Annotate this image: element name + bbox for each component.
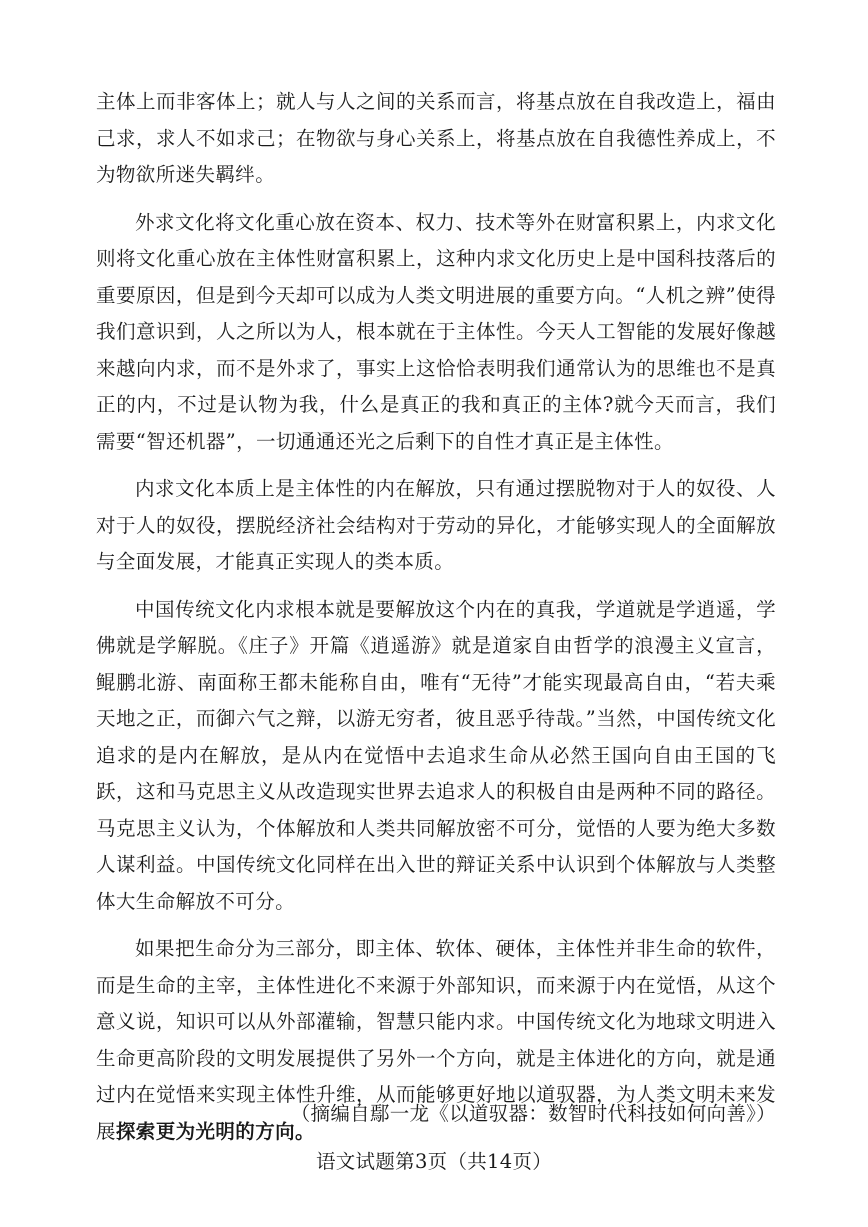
paragraph-1 [96,84,776,194]
article-body [96,84,776,1161]
paragraph-4-text: 中国传统文化内求根本就是要解放这个内在的真我，学道就是学逍遥，学佛就是学解脱。《庄子》开篇《逍遥游》就是道家自由哲学的浪漫主义宣言，鲲鹏北游、南面称王都未能称自由，唯有“无待”才能实现最高自由，“若夫乘天地之正，而御六气之辩，以游无穷者，彼且恶乎待哉。”当然，中国传统文化追求的是内在解放，是从内在觉悟中去追求生命从必然王国向自由王国的飞跃，这和马克思主义从改造现实世界去追求人的积极自由是两种不同的路径。马克思主义认为，个体解放和人类共同解放密不可分，觉悟的人要为绝大多数人谋利益。中国传统文化同样在出入世的辩证关系中认识到个体解放与人类整体大生命解放不可分。 [96,597,776,913]
paragraph-3 [96,471,776,581]
paragraph-2 [96,205,776,461]
paragraph-5-bold-text: 探索更为光明的方向。 [115,1119,315,1143]
paragraph-5-text: 如果把生命分为三部分，即主体、软体、硬体，主体性并非生命的软件，而是生命的主宰，主体性进化不来源于外部知识，而来源于内在觉悟，从这个意义说，知识可以从外部灌输，智慧只能内求。中国传统文化为地球文明进入生命更高阶段的文明发展提供了另外一个方向，就是主体进化的方向，就是通过内在觉悟来实现主体性升维，从而能够更好地以道驭器，为人类文明未来发展 [96,937,776,1143]
page-footer: 语文试题第3页（共14页） [315,1150,553,1173]
paragraph-4 [96,592,776,921]
paragraph-3-text: 内求文化本质上是主体性的内在解放，只有通过摆脱物对于人的奴役、人对于人的奴役，摆脱经济社会结构对于劳动的异化，才能够实现人的全面解放与全面发展，才能真正实现人的类本质。 [96,477,776,573]
paragraph-1-text: 主体上而非客体上；就人与人之间的关系而言，将基点放在自我改造上，福由己求，求人不如求己；在物欲与身心关系上，将基点放在自我德性养成上，不为物欲所迷失羁绊。 [96,90,776,186]
source-citation: （摘编自鄢一龙《以道驭器：数智时代科技如何向善》） [290,1102,776,1125]
paragraph-2-text: 外求文化将文化重心放在资本、权力、技术等外在财富积累上，内求文化则将文化重心放在主体性财富积累上，这种内求文化历史上是中国科技落后的重要原因，但是到今天却可以成为人类文明进展的重要方向。“人机之辨”使得我们意识到，人之所以为人，根本就在于主体性。今天人工智能的发展好像越来越向内求，而不是外求了，事实上这恰恰表明我们通常认为的思维也不是真正的内，不过是认物为我，什么是真正的我和真正的主体?就今天而言，我们需要“智还机器”，一切通通还光之后剩下的自性才真正是主体性。 [96,210,776,453]
